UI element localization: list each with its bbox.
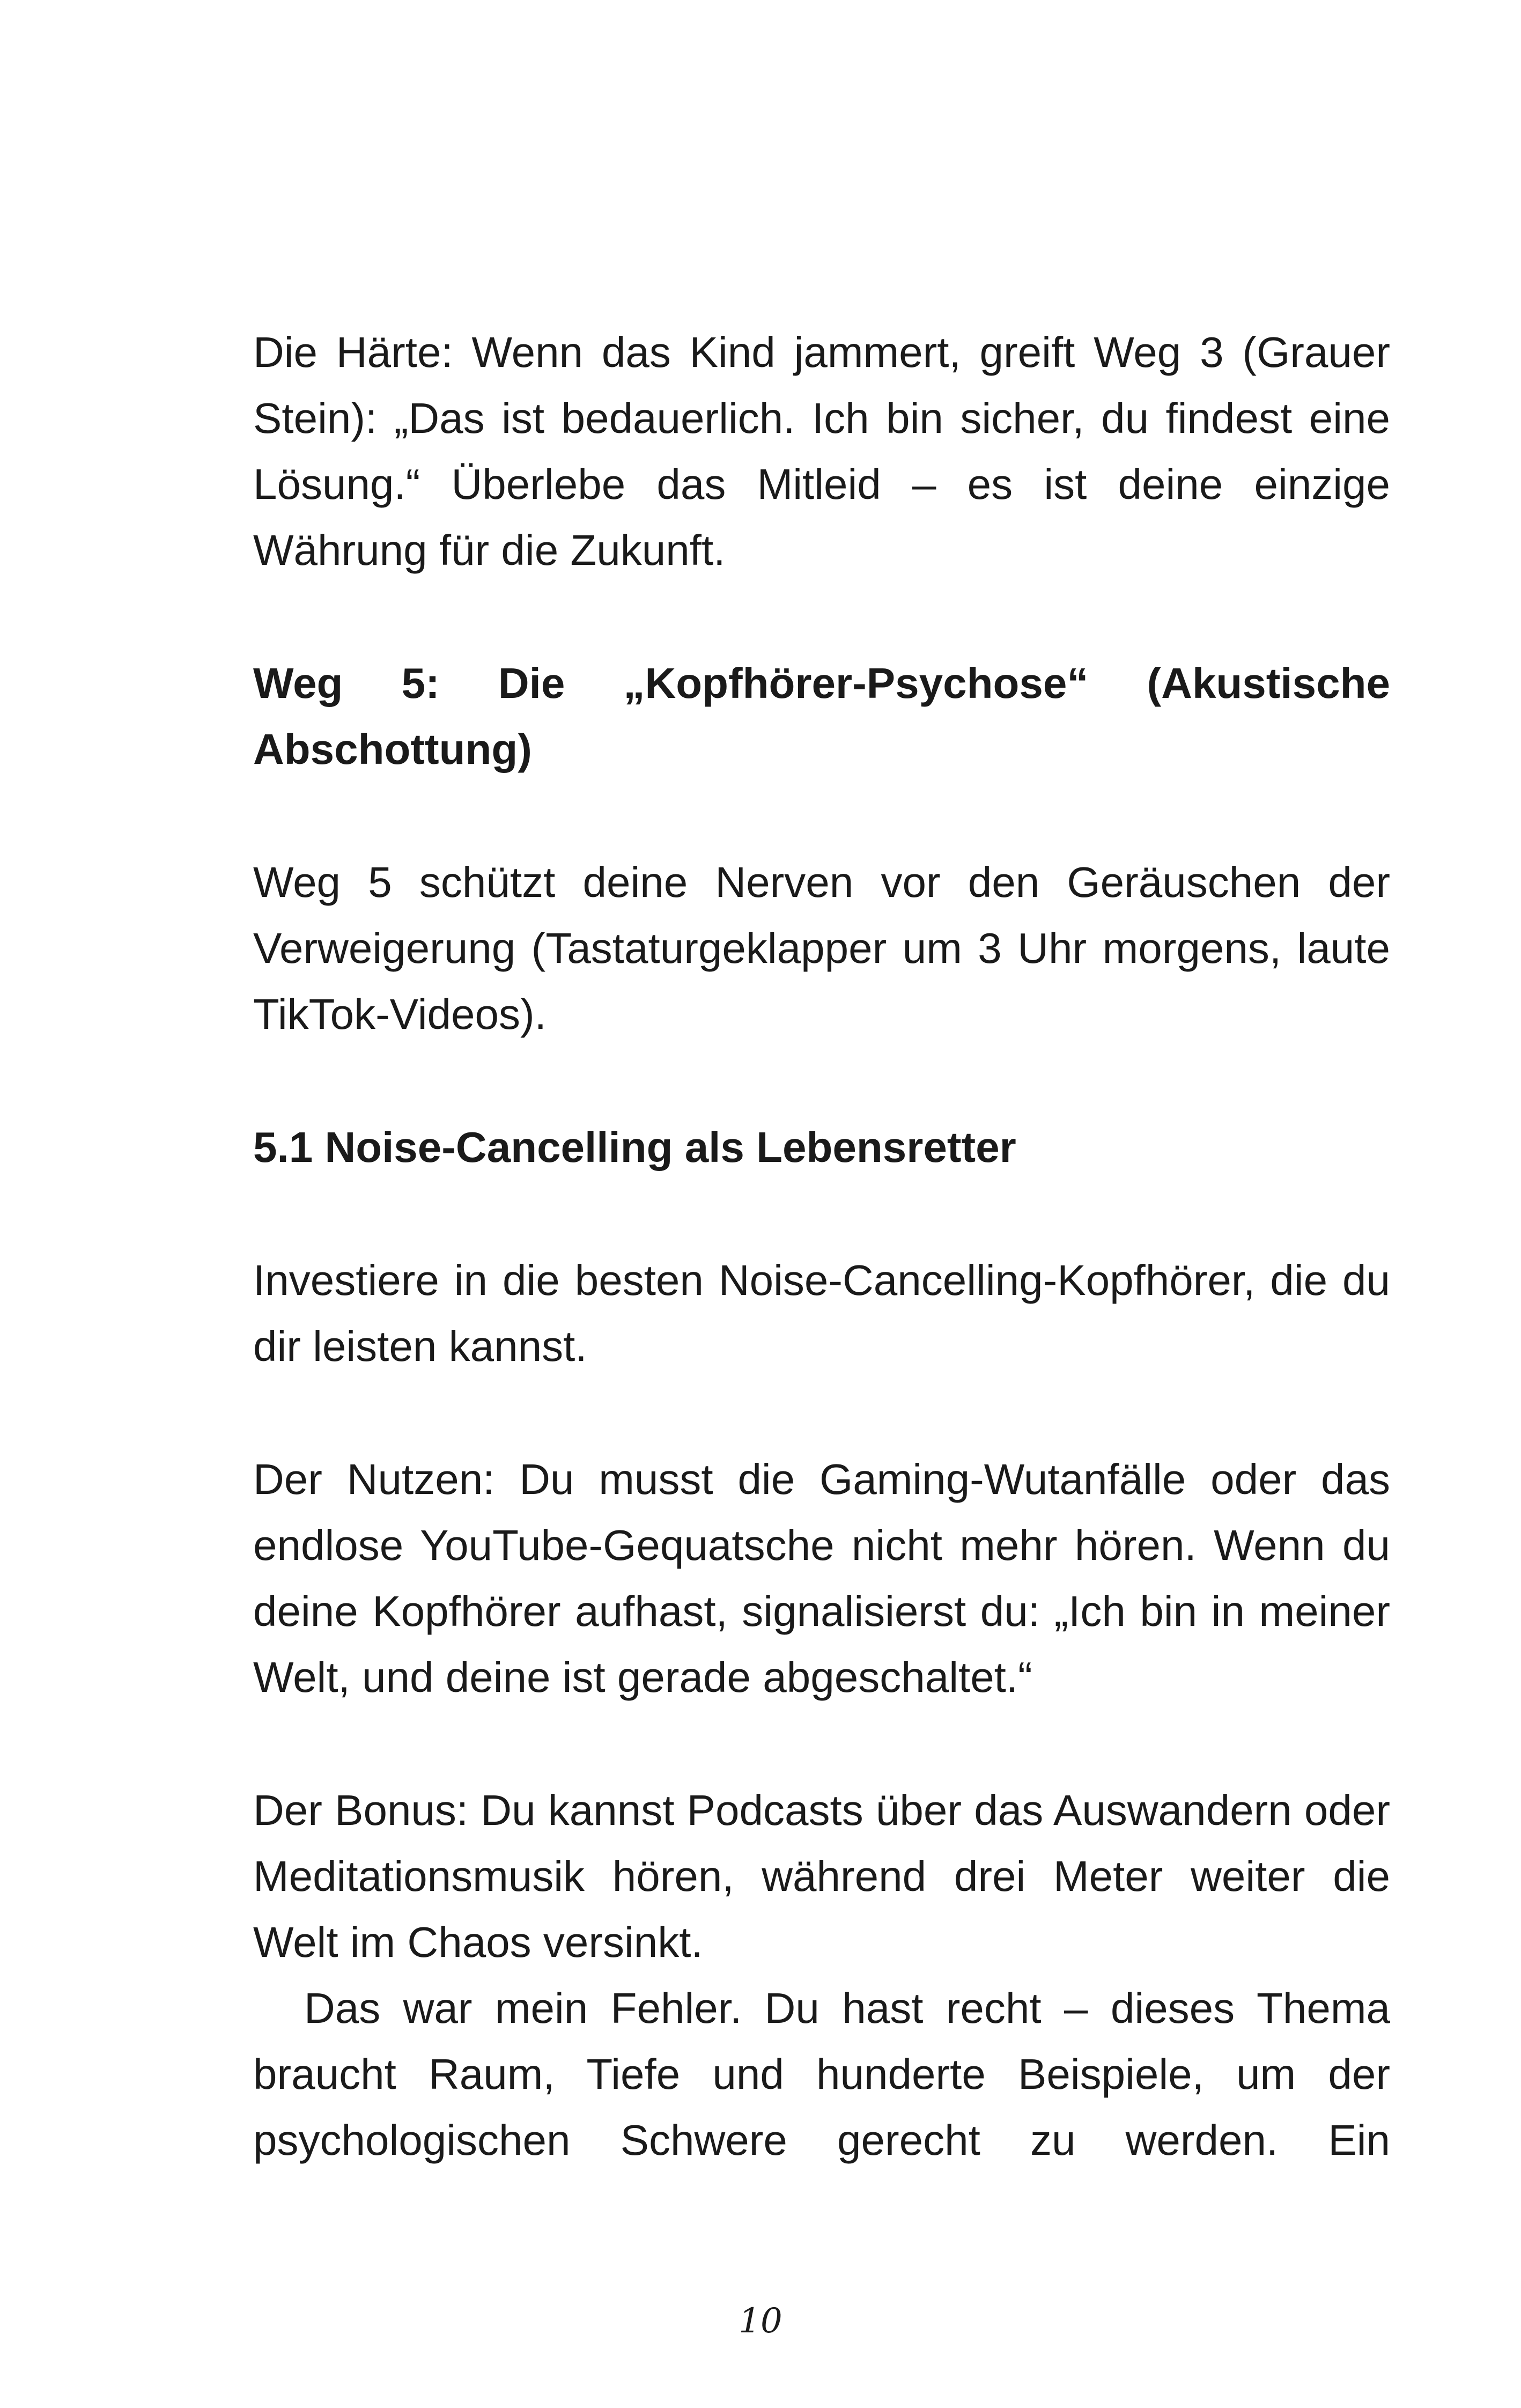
spacer [253, 1047, 1390, 1114]
paragraph-weg-5: Weg 5 schützt deine Nerven vor den Geräuschen der Verweigerung (Tastaturgeklapper um 3 Uhr morgens, laute TikTok-Videos). [253, 858, 1390, 1038]
heading-weg-5: Weg 5: Die „Kopfhörer-Psychose“ (Akustische Abschottung) [253, 659, 1390, 773]
page-body [253, 319, 1390, 2173]
paragraph-nutzen: Der Nutzen: Du musst die Gaming-Wutanfälle oder das endlose YouTube-Gequatsche nicht mehr hören. Wenn du deine Kopfhörer aufhast, signalisierst du: „Ich bin in meiner Welt, und deine ist gerade abgeschaltet.“ [253, 1455, 1390, 1701]
paragraph-bonus: Der Bonus: Du kannst Podcasts über das Auswandern oder Meditationsmusik hören, während drei Meter weiter die Welt im Chaos versinkt. [253, 1786, 1390, 1966]
page-number: 10 [739, 2301, 782, 2341]
heading-5-1: 5.1 Noise-Cancelling als Lebensretter [253, 1123, 1016, 1171]
paragraph-fehler: Das war mein Fehler. Du hast recht – dieses Thema braucht Raum, Tiefe und hunderte Beispiele, um der psychologischen Schwere gerecht zu werden. Ein [253, 1984, 1390, 2164]
paragraph-investiere: Investiere in die besten Noise-Cancelling-Kopfhörer, die du dir leisten kannst. [253, 1256, 1390, 1370]
spacer [253, 583, 1390, 650]
spacer [253, 1379, 1390, 1446]
spacer [253, 1710, 1390, 1777]
spacer [253, 782, 1390, 849]
paragraph-haerte: Die Härte: Wenn das Kind jammert, greift Weg 3 (Grauer Stein): „Das ist bedauerlich. Ich bin sicher, du findest eine Lösung.“ Überlebe das Mitleid – es ist deine einzige Währung für die Zukunft. [253, 328, 1390, 574]
spacer [253, 1180, 1390, 1247]
